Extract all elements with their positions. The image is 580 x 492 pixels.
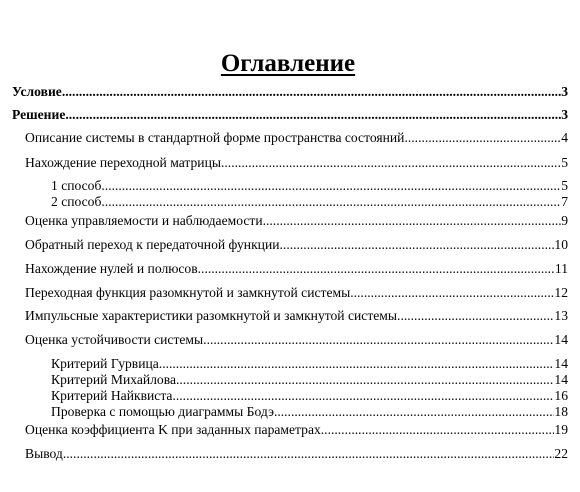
toc-entry-nyquist[interactable] bbox=[51, 388, 568, 404]
toc-entry-page: 10 bbox=[554, 237, 568, 252]
toc-leader-dots bbox=[350, 285, 554, 301]
toc-entry-page: 11 bbox=[554, 261, 568, 276]
toc-entry-label: Критерий Гурвица bbox=[51, 356, 159, 371]
toc-entry-label: Нахождение нулей и полюсов bbox=[25, 261, 198, 276]
toc-entry-page: 18 bbox=[554, 404, 568, 419]
toc-entry-label: 2 способ bbox=[51, 194, 102, 209]
toc-entry-page: 16 bbox=[554, 388, 568, 403]
toc-entry-page: 5 bbox=[561, 155, 568, 170]
toc-entry-gain-estimate[interactable] bbox=[25, 422, 568, 438]
toc-entry-page: 3 bbox=[561, 84, 568, 99]
toc-leader-dots bbox=[203, 332, 554, 348]
toc-entry-label: Переходная функция разомкнутой и замкнутой системы bbox=[25, 285, 351, 300]
toc-title: Оглавление bbox=[220, 50, 356, 77]
toc-entry-page: 14 bbox=[554, 332, 568, 347]
toc-leader-dots bbox=[172, 388, 554, 404]
toc-entry-page: 22 bbox=[554, 446, 568, 461]
toc-entry-page: 9 bbox=[561, 213, 568, 228]
toc-entry-label: Критерий Михайлова bbox=[51, 372, 176, 387]
toc-entry-label: Оценка устойчивости системы bbox=[25, 332, 204, 347]
toc-entry-page: 5 bbox=[561, 178, 568, 193]
toc-entry-solution[interactable] bbox=[12, 107, 568, 123]
toc-entry-label: Критерий Найквиста bbox=[51, 388, 173, 403]
toc-entry-mikhailov[interactable] bbox=[51, 372, 568, 388]
toc-entry-page: 14 bbox=[554, 372, 568, 387]
toc-leader-dots bbox=[274, 404, 554, 420]
toc-entry-method-1[interactable] bbox=[51, 178, 568, 194]
toc-entry-step-response[interactable] bbox=[25, 285, 568, 301]
toc-leader-dots bbox=[101, 194, 561, 210]
toc-entry-bode[interactable] bbox=[51, 404, 568, 420]
toc-entry-label: Оценка коэффициента K при заданных параметрах bbox=[25, 422, 321, 437]
toc-entry-page: 14 bbox=[554, 356, 568, 371]
toc-entry-page: 4 bbox=[561, 130, 568, 145]
toc-entry-label: Импульсные характеристики разомкнутой и замкнутой системы bbox=[25, 308, 398, 323]
toc-leader-dots bbox=[65, 107, 561, 123]
toc-entry-transition-matrix[interactable] bbox=[25, 155, 568, 171]
toc-entry-hurwitz[interactable] bbox=[51, 356, 568, 372]
toc-entry-label: Проверка с помощью диаграммы Бодэ bbox=[51, 404, 274, 419]
toc-leader-dots bbox=[198, 261, 555, 277]
toc-entry-label: Описание системы в стандартной форме пространства состояний bbox=[25, 130, 405, 145]
toc-entry-method-2[interactable] bbox=[51, 194, 568, 210]
toc-entry-label: Оценка управляемости и наблюдаемости bbox=[25, 213, 263, 228]
toc-entry-label: Решение bbox=[12, 107, 66, 122]
toc-leader-dots bbox=[321, 422, 555, 438]
toc-entry-page: 13 bbox=[554, 308, 568, 323]
toc-entry-impulse-response[interactable] bbox=[25, 308, 568, 324]
toc-leader-dots bbox=[62, 84, 561, 100]
toc-entry-page: 12 bbox=[554, 285, 568, 300]
toc-entry-controllability[interactable] bbox=[25, 213, 568, 229]
toc-entry-zeros-poles[interactable] bbox=[25, 261, 568, 277]
toc-leader-dots bbox=[221, 155, 561, 171]
toc-entry-label: Обратный переход к передаточной функции bbox=[25, 237, 280, 252]
toc-leader-dots bbox=[176, 372, 554, 388]
toc-entry-label: Вывод bbox=[25, 446, 63, 461]
toc-entry-label: Условие bbox=[12, 84, 62, 99]
toc-entry-page: 3 bbox=[561, 107, 568, 122]
toc-entry-conditions[interactable] bbox=[12, 84, 568, 100]
toc-leader-dots bbox=[404, 130, 561, 146]
toc-entry-page: 19 bbox=[554, 422, 568, 437]
toc-leader-dots bbox=[101, 178, 561, 194]
toc-leader-dots bbox=[280, 237, 555, 253]
toc-entry-label: Нахождение переходной матрицы bbox=[25, 155, 221, 170]
toc-entry-conclusion[interactable] bbox=[25, 446, 568, 462]
toc-leader-dots bbox=[159, 356, 555, 372]
toc-entry-transfer-function[interactable] bbox=[25, 237, 568, 253]
toc-leader-dots bbox=[397, 308, 554, 324]
toc-entry-state-space[interactable] bbox=[25, 130, 568, 146]
toc-leader-dots bbox=[263, 213, 562, 229]
toc-leader-dots bbox=[63, 446, 555, 462]
toc-entry-stability[interactable] bbox=[25, 332, 568, 348]
toc-entry-page: 7 bbox=[561, 194, 568, 209]
toc-entry-label: 1 способ bbox=[51, 178, 102, 193]
